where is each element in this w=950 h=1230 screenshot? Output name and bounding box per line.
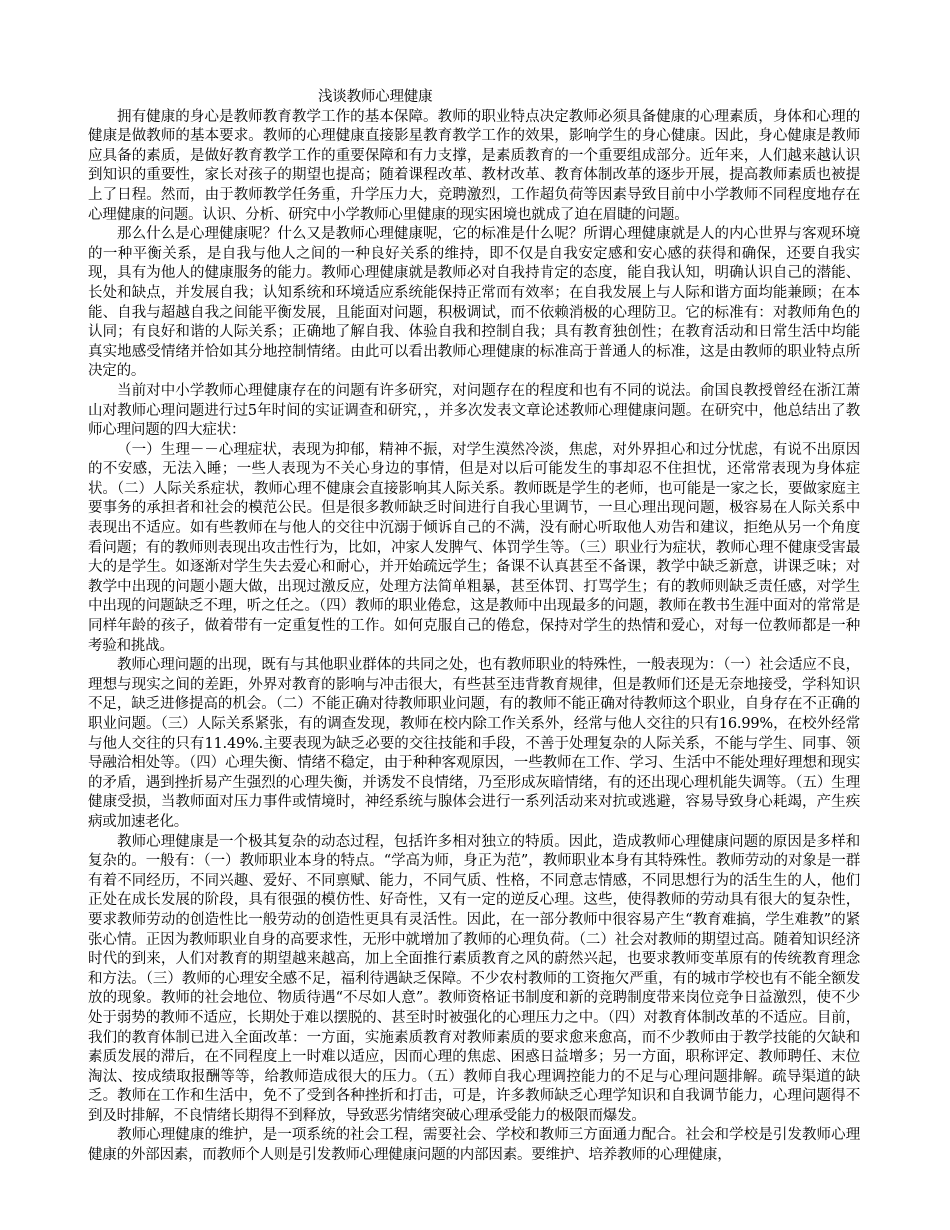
- paragraph-4: （一）生理－－心理症状，表现为抑郁，精神不振，对学生漠然冷淡，焦虑，对外界担心和过分忧虑，有说不出原因的不安感，无法入睡；一些人表现为不关心身边的事情，但是对以后可能发生的事却忍不住担忧，还常常表现为身体症状。（二）人际关系症状，教师心理不健康会直接影响其人际关系。教师既是学生的老师，也可能是一家之长，要做家庭主要事务的承担者和社会的模范公民。但是很多教师缺乏时间进行自我心里调节，一旦心理出现问题，极容易在人际关系中表现出不适应。如有些教师在与他人的交往中沉溺于倾诉自己的不满，没有耐心听取他人劝告和建议，拒绝从另一个角度看问题；有的教师则表现出攻击性行为，比如，冲家人发脾气、体罚学生等。（三）职业行为症状，教师心理不健康受害最大的是学生。如逐渐对学生失去爱心和耐心，并开始疏远学生；备课不认真甚至不备课，教学中缺乏新意，讲课乏味；对教学中出现的问题小题大做，出现过激反应，处理方法简单粗暴，甚至体罚、打骂学生；有的教师则缺乏责任感，对学生中出现的问题缺乏不理，听之任之。（四）教师的职业倦怠，这是教师中出现最多的问题，教师在教书生涯中面对的常常是同样年龄的孩子，做着带有一定重复性的工作。如何克服自己的倦怠，保持对学生的热情和爱心，对每一位教师都是一种考验和挑战。: [88, 441, 860, 654]
- paragraph-7: 教师心理健康的维护，是一项系统的社会工程，需要社会、学校和教师三方面通力配合。社会和学校是引发教师心理健康的外部因素，而教师个人则是引发教师心理健康问题的内部因素。要维护、培养教师的心理健康，: [88, 1127, 860, 1164]
- paragraph-3: 当前对中小学教师心理健康存在的问题有许多研究，对问题存在的程度和也有不同的说法。俞国良教授曾经在浙江萧山对教师心理问题进行过5年时间的实证调查和研究，，并多次发表文章论述教师心理健康问题。在研究中，他总结出了教师心理问题的四大症状：: [88, 382, 860, 439]
- paragraph-2: 那么什么是心理健康呢？什么又是教师心理健康呢，它的标准是什么呢？所谓心理健康就是人的内心世界与客观环境的一种平衡关系，是自我与他人之间的一种良好关系的维持，即不仅是自我安定感和安心感的获得和确保，还要自我实现，具有为他人的健康服务的能力。教师心理健康就是教师必对自我持肯定的态度，能自我认知，明确认识自己的潜能、长处和缺点，并发展自我；认知系统和环境适应系统能保持正常而有效率；在自我发展上与人际和谐方面均能兼顾；在本能、自我与超越自我之间能平衡发展，且能面对问题，积极调试，而不依赖消极的心理防卫。它的标准有：对教师角色的认同；有良好和谐的人际关系；正确地了解自我、体验自我和控制自我；具有教育独创性；在教育活动和日常生活中均能真实地感受情绪并恰如其分地控制情绪。由此可以看出教师心理健康的标准高于普通人的标准，这是由教师的职业特点所决定的。: [88, 226, 860, 380]
- document-page: [88, 88, 860, 1166]
- document-title: 浅谈教师心理健康: [318, 89, 433, 105]
- paragraph-6: 教师心理健康是一个极其复杂的动态过程，包括许多相对独立的特质。因此，造成教师心理健康问题的原因是多样和复杂的。一般有：（一）教师职业本身的特点。“学高为师，身正为范”，教师职业本身有其特殊性。教师劳动的对象是一群有着不同经历，不同兴趣、爱好、不同禀赋、能力，不同气质、性格，不同意志情感，不同思想行为的活生生的人，他们正处在成长发展的阶段，具有很强的模仿性、好奇性，又有一定的逆反心理。这些，使得教师的劳动具有很大的复杂性，要求教师劳动的创造性比一般劳动的创造性更具有灵活性。因此，在一部分教师中很容易产生“教育难搞，学生难教”的紧张心情。正因为教师职业自身的高要求性，无形中就增加了教师的心理负荷。（二）社会对教师的期望过高。随着知识经济时代的到来，人们对教育的期望越来越高，加上全面推行素质教育之风的蔚然兴起，也要求教师变革原有的传统教育理念和方法。（三）教师的心理安全感不足，福利待遇缺乏保障。不少农村教师的工资拖欠严重，有的城市学校也有不能全额发放的现象。教师的社会地位、物质待遇“不尽如人意”。教师资格证书制度和新的竞聘制度带来岗位竞争日益激烈，使不少处于弱势的教师不适应，长期处于难以摆脱的、甚至时时被强化的心理压力之中。（四）对教育体制改革的不适应。目前，我们的教育体制已进入全面改革：一方面，实施素质教育对教师素质的要求愈来愈高，而不少教师由于教学技能的欠缺和素质发展的滞后，在不同程度上一时难以适应，因而心理的焦虑、困惑日益增多；另一方面，职称评定、教师聘任、末位淘汰、按成绩取报酬等等，给教师造成很大的压力。（五）教师自我心理调控能力的不足与心理问题排解。疏导渠道的缺乏。教师在工作和生活中，免不了受到各种挫折和打击，可是，许多教师缺乏心理学知识和自我调节能力，心理问题得不到及时排解，不良情绪长期得不到释放，导致恶劣情绪突破心理承受能力的极限而爆发。: [88, 833, 860, 1124]
- paragraph-5: 教师心理问题的出现，既有与其他职业群体的共同之处，也有教师职业的特殊性，一般表现为：（一）社会适应不良，理想与现实之间的差距，外界对教育的影响与冲击很大，有些甚至违背教育规律，但是教师们还是无奈地接受，学科知识不足，缺乏进修提高的机会。（二）不能正确对待教师职业问题，有的教师不能正确对待教师这个职业，自身存在不正确的职业问题。（三）人际关系紧张，有的调查发现，教师在校内除工作关系外，经常与他人交往的只有16.99%，在校外经常与他人交往的只有11.49%.主要表现为缺乏必要的交往技能和手段，不善于处理复杂的人际关系，不能与学生、同事、领导融洽相处等。（四）心理失衡、情绪不稳定，由于种种客观原因，一些教师在工作、学习、生活中不能处理好理想和现实的矛盾，遇到挫折易产生强烈的心理失衡，并诱发不良情绪，乃至形成灰暗情绪，有的还出现心理机能失调等。（五）生理健康受损，当教师面对压力事件或情境时，神经系统与腺体会进行一系列活动来对抗或逃避，容易导致身心耗竭，产生疾病或加速老化。: [88, 657, 860, 830]
- paragraph-1: 拥有健康的身心是教师教育教学工作的基本保障。教师的职业特点决定教师必须具备健康的心理素质，身体和心理的健康是做教师的基本要求。教师的心理健康直接影星教育教学工作的效果，影响学生的身心健康。因此，身心健康是教师应具备的素质，是做好教育教学工作的重要保障和有力支撑，是素质教育的一个重要组成部分。近年来，人们越来越认识到知识的重要性，家长对孩子的期望也提高；随着课程改革、教材改革、教育体制改革的逐步开展，提高教师素质也被提上了日程。然而，由于教师教学任务重，升学压力大，竞聘激烈，工作超负荷等因素导致目前中小学教师不同程度地存在心理健康的问题。认识、分析、研究中小学教师心里健康的现实困境也就成了迫在眉睫的问题。: [88, 108, 860, 223]
